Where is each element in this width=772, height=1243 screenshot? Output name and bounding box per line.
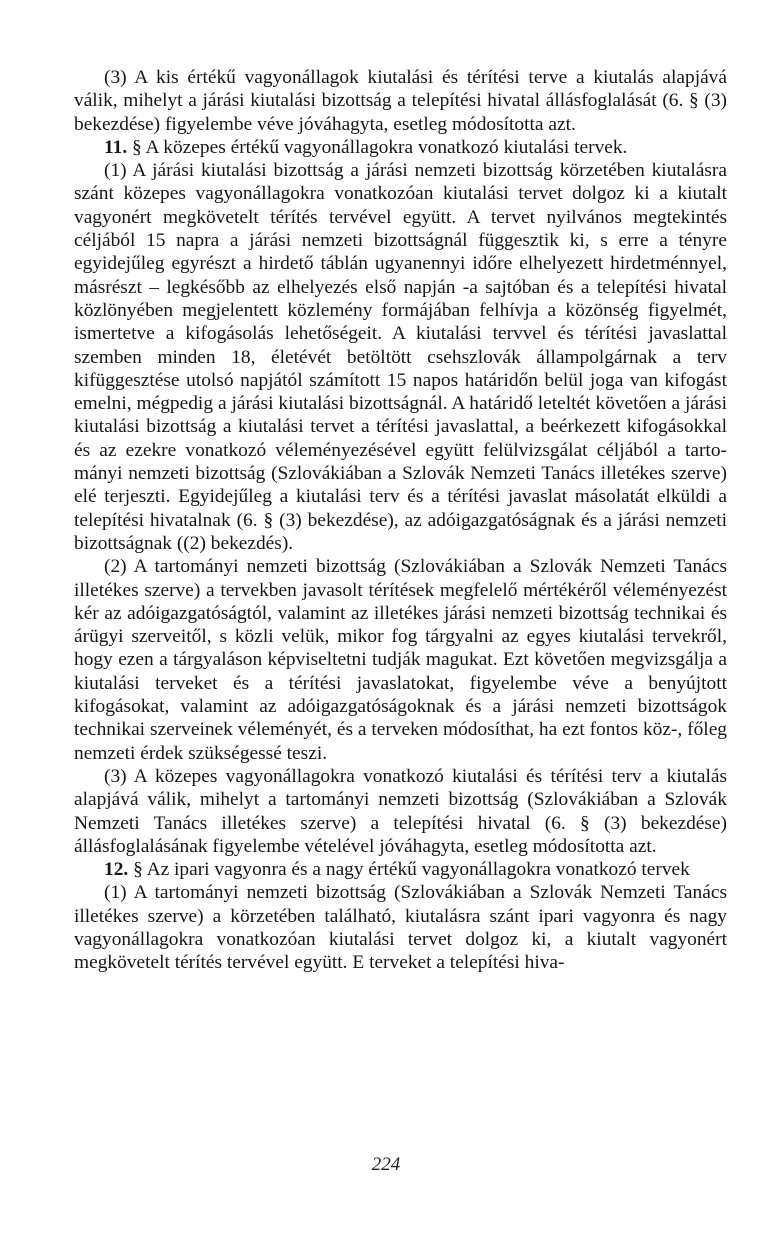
paragraph-11-1: (1) A járási kiutalási bizottság a járási nemzeti bizottság körzetében kiutalásra szánt közepes vagyonállagokra vonatkozóan kiutalási tervet dolgoz ki a kiutalt vagyonért megkövetelt térítés tervével együtt. A tervet nyilvános megtekintés céljából 15 napra a járási nemzeti bizottságnál függesztik ki, s erre a tényre egyidejűleg egyrészt a hirdető táblán ugyanennyi időre elhelyezett hirdetménnyel, másrészt – legkésőbb az elhelyezés első napján -a sajtóban és a telepítési hivatal közlönyében megjelentett közlemény formájában felhívja a közönség figyelmét, ismertetve a kifogásolás lehetőségeit. A kiutalási tervvel és térítési javaslattal szemben minden 18, életévét betöltött csehszlovák állampolgárnak a terv kifüggesztése utolsó napjától számított 15 napos határidőn belül joga van kifogást emelni, mégpedig a járási kiutalási bizottságnál. A határidő leteltét követően a járási kiutalási bizottság a kiutalási tervet a térítési javaslattal, a beérkezett kifogásokkal és az ezekre vonatkozó véleményezésével együtt felülvizsgálat céljából a tartományi nemzeti bizottság (Szlovákiában a Szlovák Nemzeti Tanács illetékes szerve) elé terjeszti. Egyidejűleg a kiutalási terv és a térítési javaslat másolatát elküldi a telepítési hivatalnak (6. § (3) bekezdése), az adóigazgatóságnak és a járási nemzeti bizottságnak ((2) bekezdés). <box>74 160 727 554</box>
section-number-12: 12. <box>104 859 129 881</box>
section-heading-12 <box>74 858 727 881</box>
section-title-11: § A közepes értékű vagyonállagokra vonatkozó kiutalási tervek. <box>132 136 628 158</box>
document-page <box>74 66 727 975</box>
paragraph-11-3: (3) A kis értékű vagyonállagok kiutalási és térítési terve a kiutalás alapjává válik, mihelyt a járási kiutalási bizottság a telepítési hivatal állásfoglalását (6. § (3) bekezdése) figyelembe véve jóváhagyta, esetleg módosította azt. <box>74 67 727 135</box>
paragraph-12-1: (1) A tartományi nemzeti bizottság (Szlovákiában a Szlovák Nemzeti Tanács illetékes szerve) a körzetében található, kiutalásra szánt ipari vagyonra és nagy vagyonállagokra vonatkozóan kiutalási tervet dolgoz ki, a kiutalt vagyonért megkövetelt térítés tervével együtt. E terveket a telepítési hiva- <box>74 882 727 974</box>
section-title-12: § Az ipari vagyonra és a nagy értékű vagyonállagokra vonatkozó tervek <box>133 859 690 881</box>
paragraph-11-2: (2) A tartományi nemzeti bizottság (Szlovákiában a Szlovák Nemzeti Tanács illetékes szerve) a tervekben javasolt térítések megfelelő mértékéről véleményezést kér az adóigazgatóságtól, valamint az illetékes járási nemzeti bizottság technikai és árügyi szerveitől, s közli velük, mikor fog tárgyalni az egyes kiutalási tervekről, hogy ezen a tárgyaláson képviseltetni tudják magukat. Ezt követően megvizsgálja a kiutalási terveket és a térítési javaslatokat, figyelembe véve a benyújtott kifogásokat, valamint az adóigazgatóságoknak és a járási nemzeti bizottságok technikai szerveinek véleményét, és a terveken módosíthat, ha ezt fontos köz-, főleg nemzeti érdek szükségessé teszi. <box>74 556 727 764</box>
paragraph-11-3b: (3) A közepes vagyonállagokra vonatkozó kiutalási és térítési terv a kiutalás alapjává válik, mihelyt a tartományi nemzeti bizottság (Szlovákiában a Szlovák Nemzeti Tanács illetékes szerve) a telepítési hivatal (6. § (3) bekezdése) állásfoglalásának figyelembe vételével jóváhagyta, esetleg módosította azt. <box>74 765 727 857</box>
section-number-11: 11. <box>104 136 128 158</box>
section-heading-11 <box>74 136 727 159</box>
page-number: 224 <box>371 1154 401 1175</box>
